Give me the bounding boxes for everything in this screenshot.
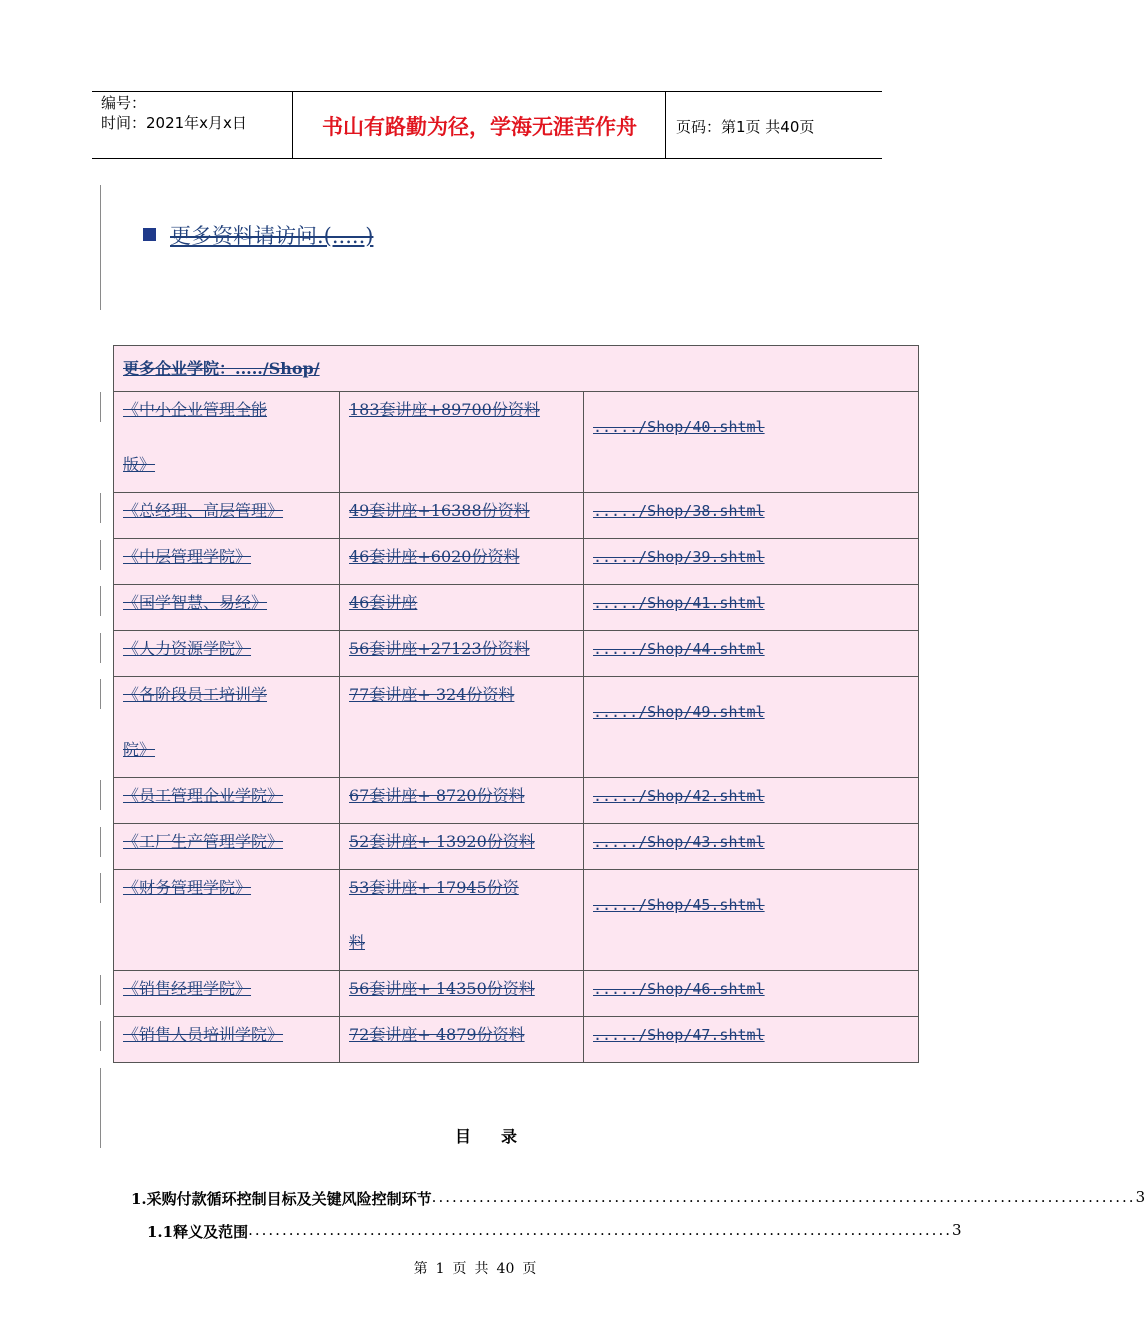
course-name-link-line: 版》 <box>123 455 156 474</box>
course-count-link[interactable] <box>340 778 584 824</box>
code-label: 编号： <box>101 94 147 112</box>
course-count-link-line: 料 <box>349 933 366 952</box>
course-url-link[interactable]: ...../Shop/44.shtml <box>584 631 919 677</box>
course-name-link-line: 《中小企业管理全能 <box>123 400 268 419</box>
course-name-link[interactable] <box>114 1017 340 1063</box>
table-row <box>114 585 919 631</box>
course-count-link[interactable] <box>340 1017 584 1063</box>
course-url-link[interactable]: ...../Shop/41.shtml <box>584 585 919 631</box>
table-row <box>114 677 919 778</box>
table-row <box>114 870 919 971</box>
course-count-link[interactable] <box>340 493 584 539</box>
course-name-link[interactable] <box>114 971 340 1017</box>
course-url-link[interactable]: ...../Shop/42.shtml <box>584 778 919 824</box>
course-name-link-line: 《国学智慧、易经》 <box>123 593 268 612</box>
course-name-link[interactable] <box>114 778 340 824</box>
course-count-link-line: 56套讲座+27123份资料 <box>349 639 530 658</box>
course-name-link[interactable] <box>114 392 340 493</box>
course-name-link-line: 《销售人员培训学院》 <box>123 1025 284 1044</box>
header-divider <box>292 91 293 158</box>
margin-mark <box>100 780 101 810</box>
course-count-link[interactable] <box>340 631 584 677</box>
time-label: 时间：2021年x月x日 <box>101 114 247 132</box>
course-url-link[interactable]: ...../Shop/45.shtml <box>584 870 919 971</box>
table-row <box>114 971 919 1017</box>
toc-entry[interactable] <box>147 1221 962 1242</box>
page-info: 页码：第1页 共40页 <box>676 118 815 136</box>
header-bottom-rule <box>92 158 882 159</box>
course-name-link[interactable] <box>114 677 340 778</box>
margin-mark <box>100 540 101 570</box>
course-count-link-line: 46套讲座+6020份资料 <box>349 547 520 566</box>
course-count-link-line: 77套讲座+ 324份资料 <box>349 685 515 704</box>
toc-leader: ........................................................................................................ <box>431 1188 1136 1206</box>
header-motto: 书山有路勤为径，学海无涯苦作舟 <box>322 115 637 139</box>
margin-mark <box>100 679 101 709</box>
page-footer: 第 1 页 共 40 页 <box>413 1261 537 1277</box>
table-row <box>114 1017 919 1063</box>
header-divider <box>665 91 666 158</box>
course-name-link-line: 《员工管理企业学院》 <box>123 786 284 805</box>
course-name-link-line: 《总经理、高层管理》 <box>123 501 284 520</box>
margin-mark <box>100 633 101 663</box>
course-count-link[interactable] <box>340 677 584 778</box>
course-name-link-line: 《中层管理学院》 <box>123 547 252 566</box>
course-count-link-line: 56套讲座+ 14350份资料 <box>349 979 535 998</box>
course-name-link[interactable] <box>114 539 340 585</box>
margin-mark <box>100 873 101 903</box>
course-count-link-line: 183套讲座+89700份资料 <box>349 400 540 419</box>
course-name-link-line: 《人力资源学院》 <box>123 639 252 658</box>
table-row <box>114 539 919 585</box>
table-row <box>114 493 919 539</box>
margin-mark <box>100 1068 101 1148</box>
toc-entry-text: 1.采购付款循环控制目标及关键风险控制环节 <box>131 1190 432 1208</box>
shop-table <box>113 345 919 1063</box>
course-count-link-line: 67套讲座+ 8720份资料 <box>349 786 525 805</box>
course-count-link[interactable] <box>340 824 584 870</box>
toc-entry-text: 1.1释义及范围 <box>147 1223 249 1241</box>
course-url-link[interactable]: ...../Shop/49.shtml <box>584 677 919 778</box>
course-name-link[interactable] <box>114 493 340 539</box>
course-count-link-line: 49套讲座+16388份资料 <box>349 501 530 520</box>
course-name-link[interactable] <box>114 585 340 631</box>
course-url-link[interactable]: ...../Shop/43.shtml <box>584 824 919 870</box>
course-url-link[interactable]: ...../Shop/40.shtml <box>584 392 919 493</box>
course-name-link[interactable] <box>114 824 340 870</box>
course-count-link-line: 53套讲座+ 17945份资 <box>349 878 519 897</box>
margin-mark <box>100 586 101 616</box>
shop-table-header[interactable]: 更多企业学院：...../Shop/ <box>114 346 919 392</box>
margin-mark <box>100 392 101 422</box>
course-count-link-line: 72套讲座+ 4879份资料 <box>349 1025 525 1044</box>
course-url-link[interactable]: ...../Shop/39.shtml <box>584 539 919 585</box>
course-url-link[interactable]: ...../Shop/38.shtml <box>584 493 919 539</box>
margin-mark <box>100 493 101 523</box>
course-name-link[interactable] <box>114 631 340 677</box>
course-name-link-line: 《销售经理学院》 <box>123 979 252 998</box>
toc-entry[interactable] <box>131 1188 1145 1209</box>
table-row <box>114 392 919 493</box>
table-row <box>114 824 919 870</box>
header-top-rule <box>92 91 882 92</box>
course-count-link[interactable] <box>340 870 584 971</box>
course-count-link-line: 52套讲座+ 13920份资料 <box>349 832 535 851</box>
margin-mark <box>100 1021 101 1051</box>
more-resources-text: 更多资料请访问.(.....) <box>170 224 374 248</box>
toc-entry-page: 3 <box>952 1221 962 1239</box>
table-row <box>114 631 919 677</box>
course-url-link[interactable]: ...../Shop/46.shtml <box>584 971 919 1017</box>
toc-leader: ........................................................................................................ <box>248 1221 952 1239</box>
course-name-link-line: 院》 <box>123 740 156 759</box>
square-bullet-icon <box>143 228 156 241</box>
margin-mark <box>100 827 101 857</box>
course-name-link-line: 《各阶段员工培训学 <box>123 685 268 704</box>
margin-mark <box>100 975 101 1005</box>
toc-title: 目 录 <box>455 1127 518 1146</box>
table-row <box>114 778 919 824</box>
course-count-link[interactable] <box>340 392 584 493</box>
margin-mark <box>100 185 101 310</box>
course-name-link[interactable] <box>114 870 340 971</box>
course-count-link[interactable] <box>340 971 584 1017</box>
course-url-link[interactable]: ...../Shop/47.shtml <box>584 1017 919 1063</box>
more-resources-link[interactable] <box>143 220 373 250</box>
course-count-link[interactable] <box>340 585 584 631</box>
header-meta <box>101 93 247 133</box>
course-name-link-line: 《财务管理学院》 <box>123 878 252 897</box>
course-name-link-line: 《工厂生产管理学院》 <box>123 832 284 851</box>
course-count-link-line: 46套讲座 <box>349 593 418 612</box>
toc-entry-page: 3 <box>1135 1188 1145 1206</box>
course-count-link[interactable] <box>340 539 584 585</box>
